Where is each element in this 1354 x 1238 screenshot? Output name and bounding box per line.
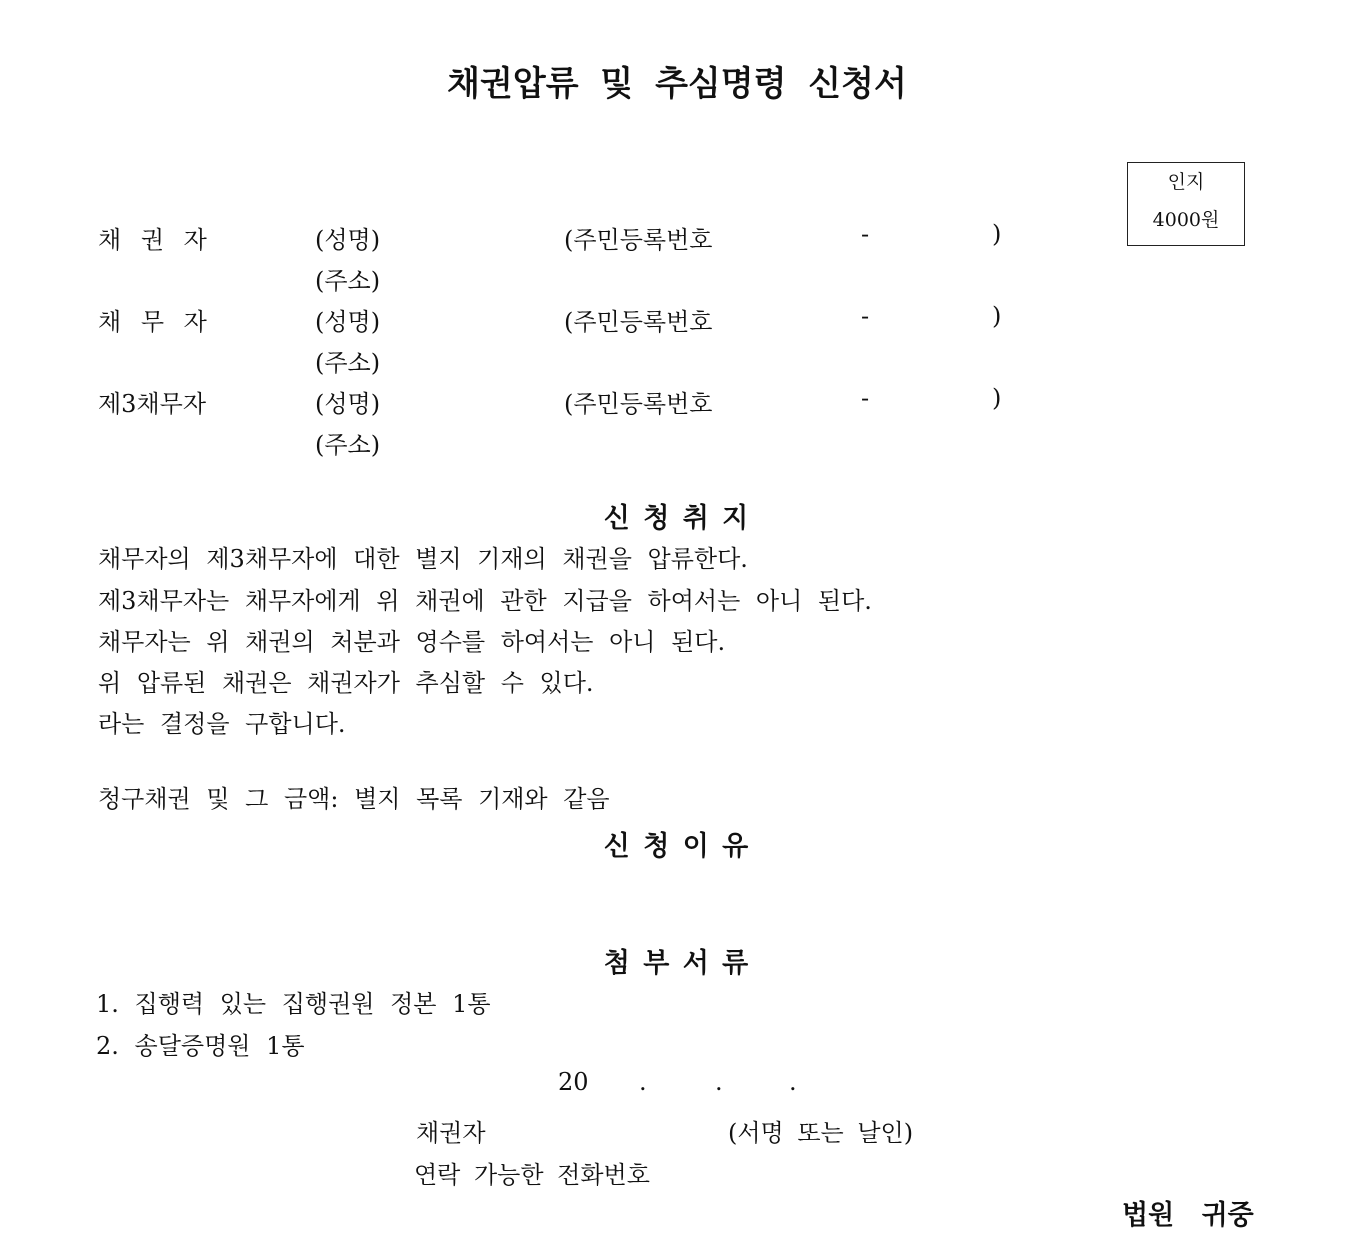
purpose-line-4: 위 압류된 채권은 채권자가 추심할 수 있다. [98,669,594,697]
attachment-item-2: 2. 송달증명원 1통 [96,1032,305,1060]
creditor-address-label: (주소) [315,267,381,295]
creditor-id-dash: - [861,220,870,248]
claim-line: 청구채권 및 그 금액: 별지 목록 기재와 같음 [98,785,610,813]
date-dot-1: . [639,1068,647,1096]
stamp-amount: 4000원 [1152,209,1220,231]
reason-heading: 신 청 이 유 [603,831,751,862]
debtor-role: 채 무 자 [98,308,213,336]
debtor-name-label: (성명) [315,308,381,336]
third-debtor-id-close: ) [992,384,1002,412]
creditor-id-close: ) [992,220,1002,248]
third-debtor-id-label: (주민등록번호 [564,390,713,418]
date-year: 20 [558,1068,589,1096]
court-addressee: 법원 귀중 [1122,1200,1254,1231]
stamp-box [1127,162,1245,246]
signature-creditor-label: 채권자 [416,1119,486,1147]
third-debtor-role: 제3채무자 [98,390,207,418]
date-dot-3: . [789,1068,797,1096]
third-debtor-id-dash: - [861,384,870,412]
stamp-label: 인지 [1167,171,1205,193]
debtor-id-close: ) [992,302,1002,330]
signature-seal-label: (서명 또는 날인) [728,1119,914,1147]
purpose-line-3: 채무자는 위 채권의 처분과 영수를 하여서는 아니 된다. [98,628,726,656]
creditor-role: 채 권 자 [98,226,213,254]
third-debtor-address-label: (주소) [315,431,381,459]
signature-phone-label: 연락 가능한 전화번호 [414,1161,650,1189]
purpose-line-5: 라는 결정을 구합니다. [98,710,346,738]
purpose-line-1: 채무자의 제3채무자에 대한 별지 기재의 채권을 압류한다. [98,545,748,573]
debtor-address-label: (주소) [315,349,381,377]
creditor-id-label: (주민등록번호 [564,226,713,254]
date-dot-2: . [715,1068,723,1096]
purpose-heading: 신 청 취 지 [603,503,751,534]
debtor-id-dash: - [861,302,870,330]
third-debtor-name-label: (성명) [315,390,381,418]
attachment-item-1: 1. 집행력 있는 집행권원 정본 1통 [96,990,491,1018]
debtor-id-label: (주민등록번호 [564,308,713,336]
purpose-line-2: 제3채무자는 채무자에게 위 채권에 관한 지급을 하여서는 아니 된다. [98,587,872,615]
creditor-name-label: (성명) [315,226,381,254]
attachments-heading: 첨 부 서 류 [603,948,751,979]
document-title: 채권압류 및 추심명령 신청서 [447,64,907,104]
